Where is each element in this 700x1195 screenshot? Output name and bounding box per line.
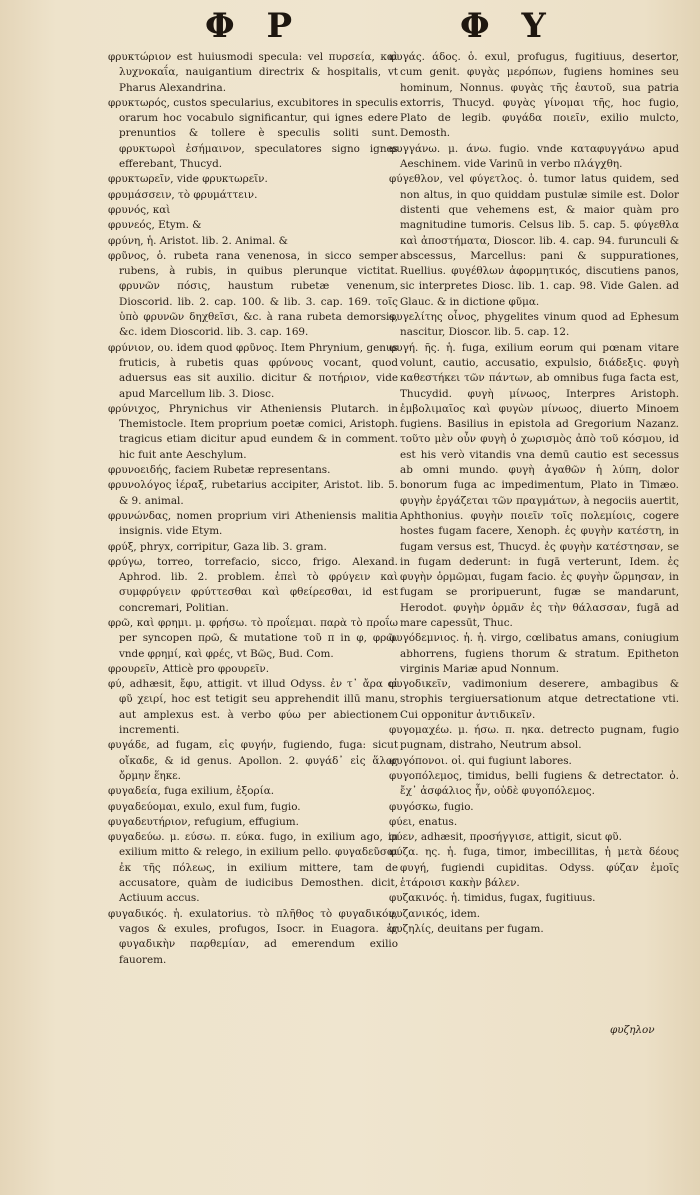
dictionary-entry: φρυνεός, Etym. & xyxy=(108,219,202,232)
dictionary-entry: φρύγω, torreo, torrefacio, sicco, frigo. Alexand. Aphrod. lib. 2. problem. ἐπεὶ τὸ φρύγειν καὶ συμφρύγειν φρύττεσθαι καὶ φθείρεσθαι, id est concremari, Politian. xyxy=(108,555,398,614)
dictionary-entry: φρυνοειδής, faciem Rubetæ representans. xyxy=(108,464,331,477)
dictionary-entry: φρυκτώριον est huiusmodi specula: vel πυρσεία, καὶ λυχνοκαΐα, nauigantium directrix & hospitalis, vt Pharus Alexandrina. xyxy=(108,51,398,94)
dictionary-entry: φυγοπόλεμος, timidus, belli fugiens & detrectator. ὁ. ἔχ᾽ ἀσφάλιος ἦν, οὐδὲ φυγοπόλεμος. xyxy=(389,769,679,798)
dictionary-entry: φρύξ, phryx, corripitur, Gaza lib. 3. gram. xyxy=(108,540,327,553)
dictionary-entry: φρῶ, καὶ φρημι. μ. φρήσω. τὸ προΐεμαι. παρὰ τὸ προΐω per syncopen πρῶ, & mutatione τοῦ π in φ, φρῶ. vnde φρημί, καὶ φρές, vt Βῶς, Bud. Com. xyxy=(108,616,398,660)
dictionary-entry: φυγαδικός. ἡ. exulatorius. τὸ πλῆθος τὸ φυγαδικόν, vagos & exules, profugos, Isocr. in Euagora. ἐς φυγαδικὴν παρθεμίαν, ad emerendum exilio fauorem. xyxy=(108,907,398,966)
running-header xyxy=(0,6,700,50)
dictionary-entry: φυγελίτης οἶνος, phygelites vinum quod ad Ephesum nascitur, Dioscor. lib. 5. cap. 12. xyxy=(389,311,679,339)
dictionary-entry: φρύνιχος, Phrynichus vir Atheniensis Plutarch. in Themistocle. Item proprium poetæ comici, Aristoph. tragicus etiam dicitur apud eundem & in comment. hic fuit ante Aeschylum. xyxy=(108,402,398,461)
dictionary-entry: φυζηλίς, deuitans per fugam. xyxy=(389,922,544,935)
dictionary-entry: φρυνός, καὶ xyxy=(108,203,171,216)
dictionary-entry: φύγεθλον, vel φύγετλος. ὁ. tumor latus quidem, sed non altus, in quo quiddam pustulæ simile est. Dolor distenti que vehemens est, & maior quàm pro magnitudine tumoris. Celsus lib. 5. cap. 5. φύγεθλα καὶ ἀποστήματα, Dioscor. lib. 4. cap. 94. furunculi & abscessus, Marcellus: pani & suppurationes, Ruellius. φυγέθλων ἀφορμητικός, discutiens panos, sic interpretes Diosc. lib. 1. cap. 98. Vide Galen. ad Glauc. & in dictione φῦμα. xyxy=(389,173,679,308)
dictionary-entry: φυγομαχέω. μ. ήσω. π. ηκα. detrecto pugnam, fugio pugnam, distraho, Neutrum absol. xyxy=(389,724,679,752)
catchword: φυζηλον xyxy=(610,1024,655,1036)
dictionary-entry: φρύνη, ἡ. Aristot. lib. 2. Animal. & xyxy=(108,234,288,247)
dictionary-entry: φρυκτωρεῖν, vide φρυκτωρεῖν. xyxy=(108,173,268,186)
dictionary-entry: φυγόδεμνιος. ἡ. ἡ. virgo, cœlibatus amans, coniugium abhorrens, fugiens thorum & stratum. Epitheton virginis Mariæ apud Nonnum. xyxy=(389,632,679,675)
dictionary-entry: φυγοδικεῖν, vadimonium deserere, ambagibus & strophis tergiuersationum atque detrectatione vti. Cui opponitur ἀντιδικεῖν. xyxy=(389,678,679,721)
dictionary-entry: φυγόσκω, fugio. xyxy=(389,800,474,813)
dictionary-entry: φρυμάσσειν, τὸ φρυμάττειν. xyxy=(108,188,258,201)
dictionary-entry: φρῦνος, ὁ. rubeta rana venenosa, in sicco semper rubens, à rubis, in quibus plerunque victitat. φρυνῶν πόσις, haustum rubetæ venenum, Dioscorid. lib. 2. cap. 100. & lib. 3. cap. 169. τοῖς ὑπὸ φρυνῶν δηχθεῖσι, &c. à rana rubeta demorsis, &c. idem Dioscorid. lib. 3. cap. 169. xyxy=(108,249,398,339)
dictionary-entry: φρυκτωρός, custos specularius, excubitores in speculis orarum hoc vocabulo significantur, qui ignes edere prenuntios & tollere è speculis soliti sunt. φρυκτωροὶ ἐσήμαινον, speculatores signo ignes efferebant, Thucyd. xyxy=(108,96,398,171)
dictionary-entry: φύει, enatus. xyxy=(389,815,458,828)
header-letters-left: Φ Ρ xyxy=(205,6,303,46)
dictionary-entry: φυγαδεύω. μ. εύσω. π. εύκα. fugo, in exilium ago, in exilium mitto & relego, in exilium pello. φυγαδεῦσαι ἐκ τῆς πόλεως, in exilium mittere, tam de accusatore, quàm de iudicibus Demosthen. dicit, Actiuum accus. xyxy=(108,831,398,905)
header-letters-right: Φ Υ xyxy=(460,6,556,46)
dictionary-entry: φρύνιον, ου. idem quod φρῦνος. Item Phrynium, genus fruticis, à rubetis quas φρύνους vocant, quod aduersus eas sit auxilio. dicitur & ποτήριον, vide apud Marcellum lib. 3. Diosc. xyxy=(108,341,398,400)
dictionary-entry: φυγάδε, ad fugam, εἰς φυγήν, fugiendo, fuga: sicut οἴκαδε, & id genus. Apollon. 2. φυγάδ᾽ εἰς ἅλος ὄρμην ἕηκε. xyxy=(108,739,398,782)
dictionary-entry: φυζανικός, idem. xyxy=(389,907,481,920)
dictionary-entry: φρυνώνδας, nomen proprium viri Atheniensis malitia insignis. vide Etym. xyxy=(108,509,398,538)
dictionary-entry: φρουρεῖν, Atticè pro φρουρεῖν. xyxy=(108,662,270,675)
dictionary-entry: φρυνολόγος ἱέραξ, rubetarius accipiter, Aristot. lib. 5. & 9. animal. xyxy=(108,479,398,507)
dictionary-entry: φυγαδεύομαι, exulo, exul fum, fugio. xyxy=(108,800,301,813)
dictionary-entry: φύζα. ης. ἡ. fuga, timor, imbecillitas, ἡ μετὰ δέους φυγή, fugiendi cupiditas. Odyss. φύζαν ἐμοῖς ἑτάροισι κακὴν βάλεν. xyxy=(389,846,679,890)
dictionary-entry: φύ, adhæsit, ἔφυ, attigit. vt illud Odyss. ἐν τ᾽ ἄρα οἱ φῦ χειρί, hoc est tetigit seu apprehendit illū manu, aut amplexus est. à verbo φύω per abiectionem incrementi. xyxy=(108,678,398,737)
dictionary-entry: φύεν, adhæsit, προσήγγισε, attigit, sicut φῦ. xyxy=(389,831,622,844)
dictionary-entry: φυγάς. άδος. ὁ. exul, profugus, fugitiuus, desertor, cum genit. φυγὰς μερόπων, fugiens homines seu hominum, Nonnus. φυγὰς τῆς ἑαυτοῦ, sua patria extorris, Thucyd. φυγὰς γίνομαι τῆς, hoc fugio, Plato de legib. φυγάδα ποιεῖν, exilio mulcto, Demosth. xyxy=(389,51,679,140)
right-column xyxy=(389,50,679,937)
left-column xyxy=(108,50,398,968)
dictionary-entry: φυγγάνω. μ. άνω. fugio. vnde καταφυγγάνω apud Aeschinem. vide Varinū in verbo πλάγχθη. xyxy=(389,142,679,171)
dictionary-entry: φυγαδεία, fuga exilium, ἐξορία. xyxy=(108,785,275,798)
dictionary-entry: φυγόπονοι. οἱ. qui fugiunt labores. xyxy=(389,754,572,767)
dictionary-entry: φυγή. ῆς. ἡ. fuga, exilium eorum qui pœnam vitare volunt, cautio, accusatio, expulsio, διάδεξις. φυγὴ καθεστήκει τῶν πάντων, ab omnibus fuga facta est, Thucydid. φυγὴ μίνωος, Interpres Aristoph. ἐμβολιμαῖος καὶ φυγὼν μίνωος, diuerto Minoem fugiens. Basilius in epistola ad Gregorium Nazanz. τοῦτο μὲν οὖν φυγὴ ὁ χωρισμὸς ἀπὸ τοῦ κόσμου, id est his verò vitandis vna demū cautio est secessus ab omni mundo. φυγὴ ἀγαθῶν ἡ λύπη, dolor bonorum fuga ac impedimentum, Plato in Timæo. φυγὴν ἐργάζεται τῶν πραγμάτων, à negociis auertit, Aphthonius. φυγὴν ποιεῖν τοῖς πολεμίοις, cogere hostes fugam facere, Xenoph. ἐς φυγὴν κατέστη, in fugam versus est, Thucyd. ἐς φυγὴν κατέστησαν, se in fugam dederunt: in fugā verterunt, Idem. ἐς φυγὴν ὁρμῶμαι, fugam facio. ἐς φυγὴν ὥρμησαν, in fugam se proripuerunt, fugæ se mandarunt, Herodot. φυγὴν ὁρμᾶν ἐς τὴν θάλασσαν, fugā ad mare capessūt, Thuc. xyxy=(389,341,679,629)
dictionary-entry: φυγαδευτήριον, refugium, effugium. xyxy=(108,815,299,828)
dictionary-entry: φυζακινός. ἡ. timidus, fugax, fugitiuus. xyxy=(389,892,596,905)
